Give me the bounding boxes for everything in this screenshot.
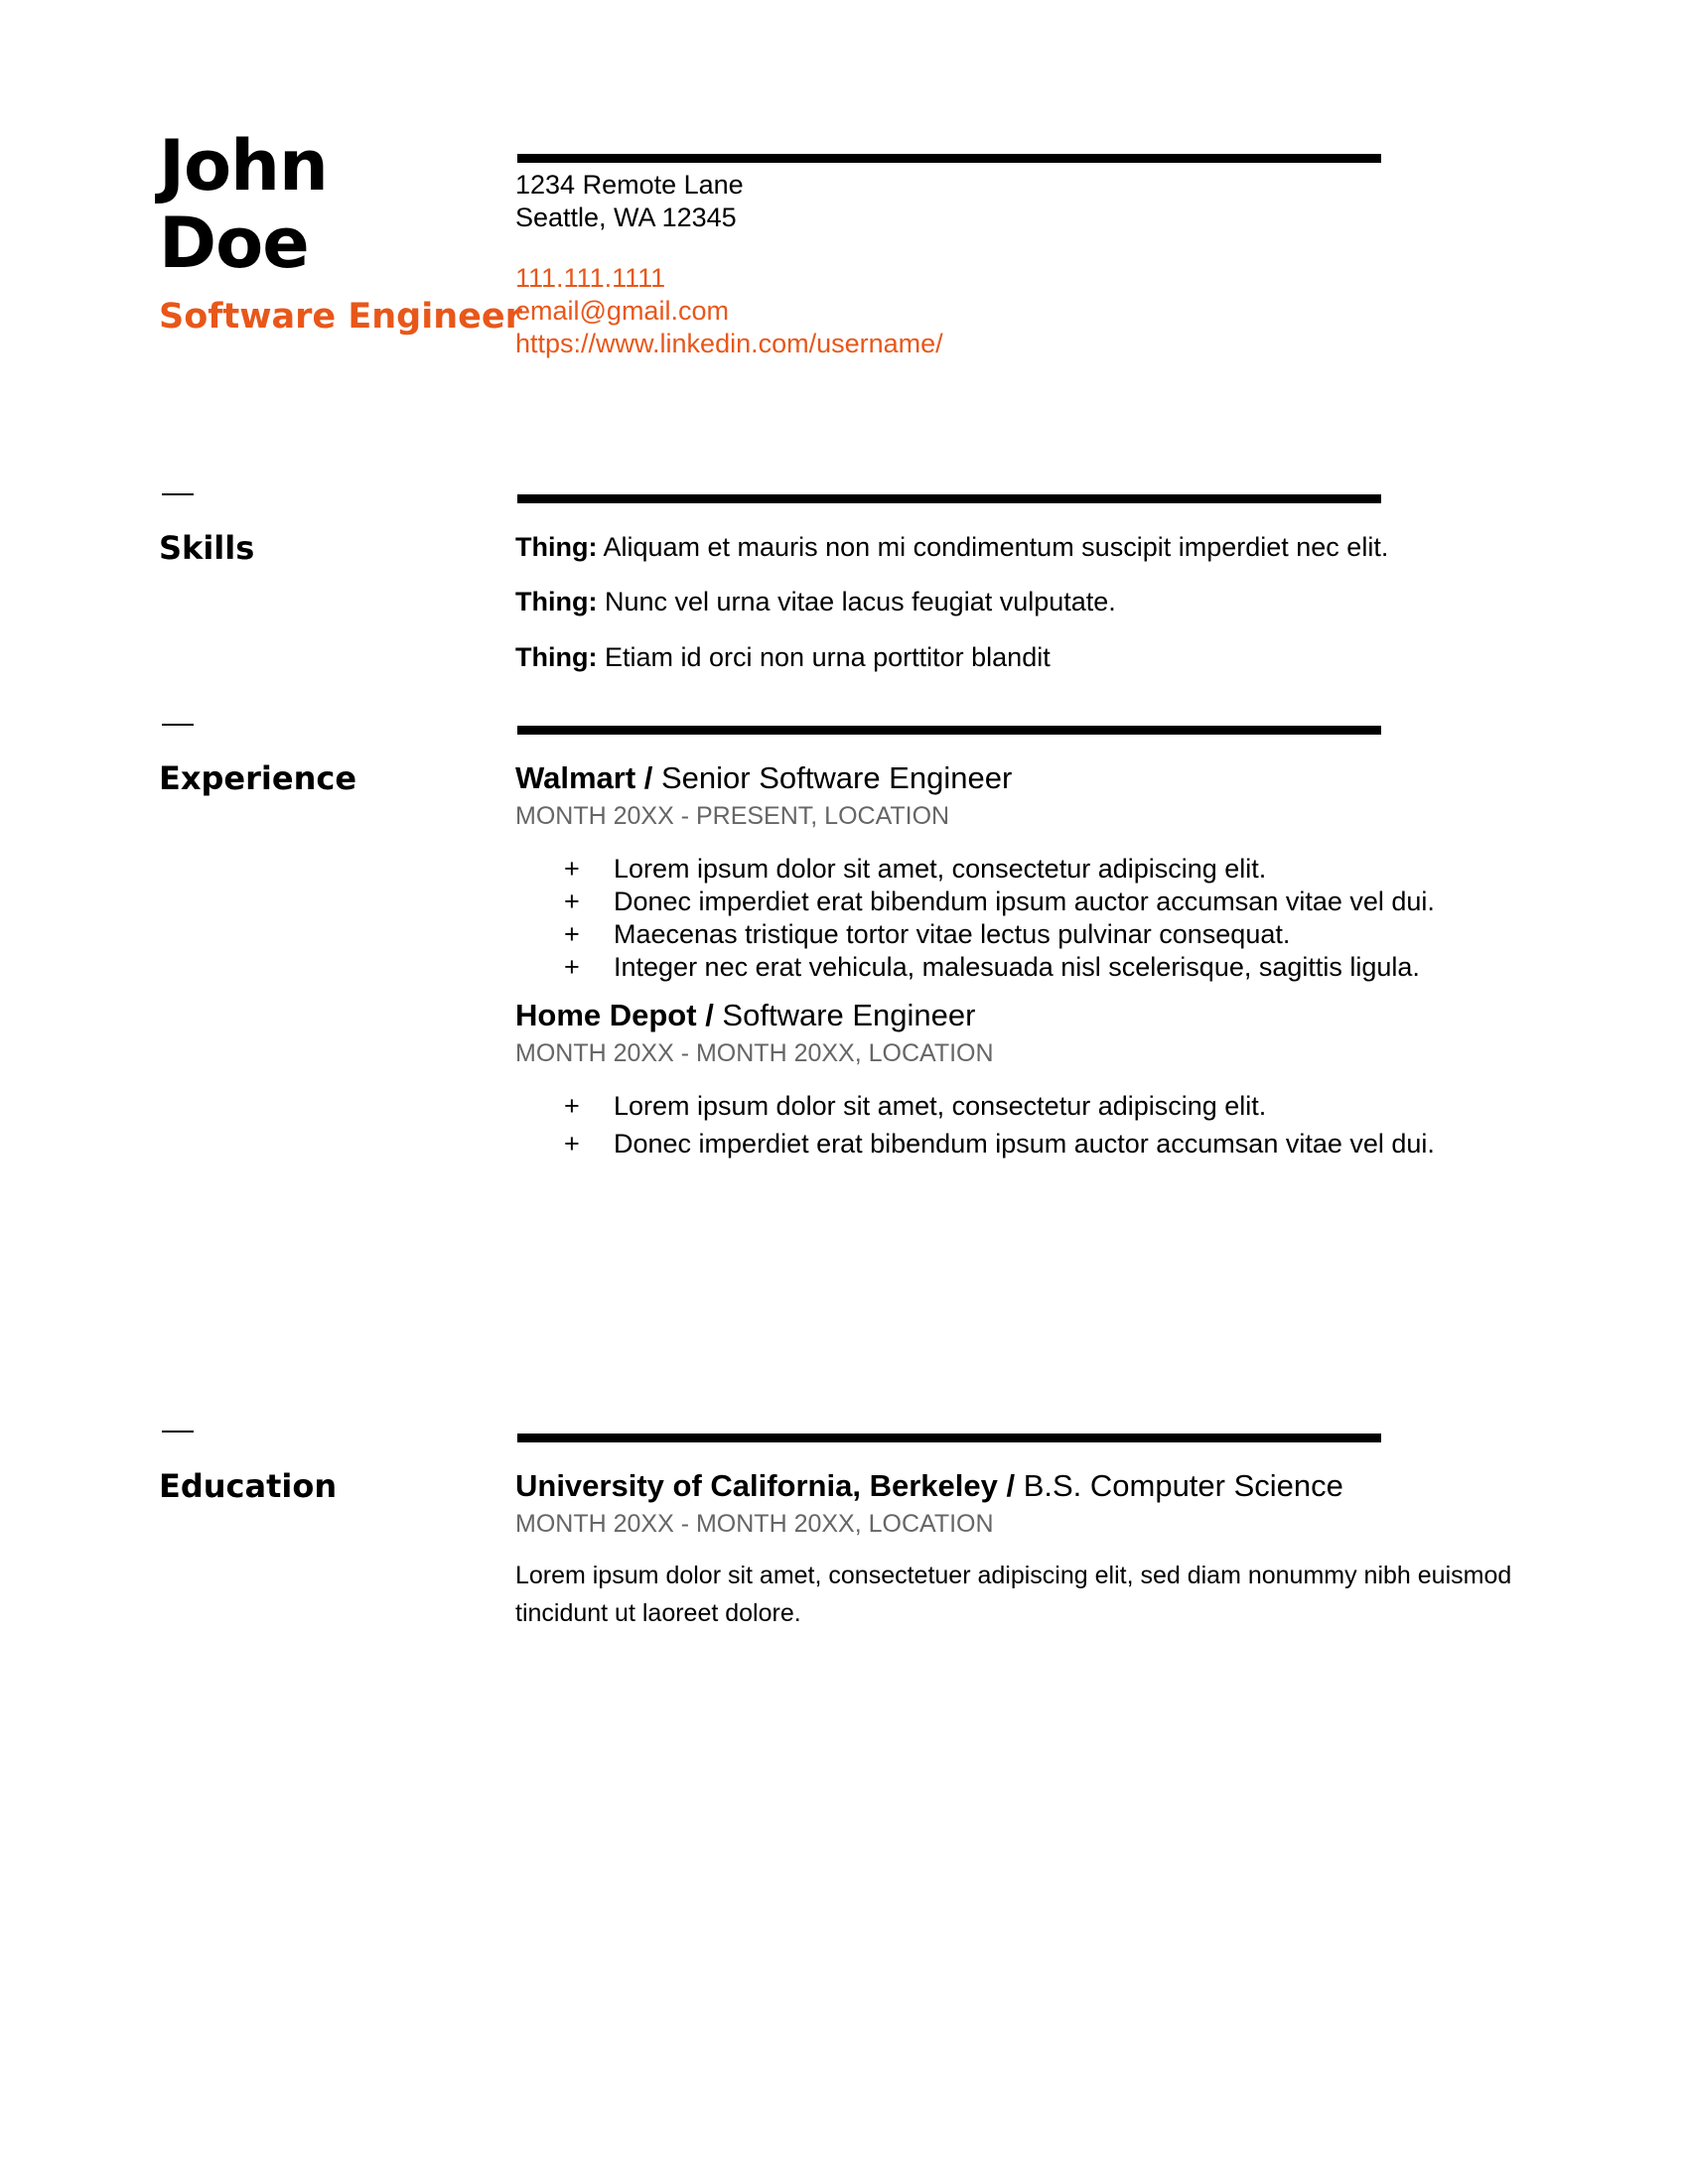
- skill-text: Aliquam et mauris non mi condimentum suscipit imperdiet nec elit.: [603, 532, 1389, 562]
- skills-dash: [162, 493, 194, 495]
- experience-dash: [162, 724, 194, 726]
- bullet-text: Integer nec erat vehicula, malesuada nisl scelerisque, sagittis ligula.: [614, 952, 1420, 982]
- job-role: Senior Software Engineer: [661, 760, 1013, 795]
- email-link[interactable]: email@gmail.com: [515, 296, 729, 326]
- plus-icon: +: [564, 1091, 580, 1121]
- skill-item: [515, 585, 1116, 618]
- education-divider: [517, 1433, 1381, 1442]
- phone-number[interactable]: 111.111.1111: [515, 263, 666, 293]
- skill-label: Thing:: [515, 587, 598, 616]
- skills-divider: [517, 494, 1381, 503]
- bullet-text: Donec imperdiet erat bibendum ipsum auctor accumsan vitae vel dui.: [614, 1129, 1435, 1159]
- address-line-2: Seattle, WA 12345: [515, 203, 737, 232]
- list-item: [564, 1125, 1435, 1162]
- skill-text: Etiam id orci non urna porttitor blandit: [604, 642, 1051, 672]
- education-dates-location: MONTH 20XX - MONTH 20XX, LOCATION: [515, 1510, 994, 1538]
- list-item: [564, 1087, 1435, 1125]
- education-title-line: [515, 1467, 1343, 1505]
- address-block: [515, 169, 744, 234]
- candidate-name: [159, 127, 328, 282]
- job-bullet-list: [564, 1087, 1435, 1162]
- plus-icon: +: [564, 952, 580, 982]
- company-name: Home Depot: [515, 998, 697, 1032]
- header-divider: [517, 154, 1381, 163]
- bullet-text: Lorem ipsum dolor sit amet, consectetur adipiscing elit.: [614, 1091, 1267, 1121]
- list-item: [564, 853, 1435, 886]
- title-separator: /: [696, 998, 723, 1032]
- school-name: University of California, Berkeley: [515, 1468, 998, 1503]
- linkedin-link[interactable]: https://www.linkedin.com/username/: [515, 329, 943, 358]
- skills-heading: Skills: [159, 529, 255, 567]
- plus-icon: +: [564, 919, 580, 949]
- skill-item: [515, 640, 1051, 674]
- education-heading: Education: [159, 1467, 338, 1505]
- contact-block: [515, 262, 943, 360]
- list-item: [564, 918, 1435, 951]
- last-name: Doe: [159, 203, 309, 284]
- experience-heading: Experience: [159, 759, 357, 797]
- degree-name: B.S. Computer Science: [1023, 1468, 1343, 1503]
- company-name: Walmart: [515, 760, 636, 795]
- skill-text: Nunc vel urna vitae lacus feugiat vulputate.: [604, 587, 1116, 616]
- job-bullet-list: [564, 853, 1435, 984]
- job-title-line: [515, 759, 1012, 797]
- experience-divider: [517, 726, 1381, 735]
- bullet-text: Lorem ipsum dolor sit amet, consectetur adipiscing elit.: [614, 854, 1267, 884]
- job-title-line: [515, 997, 975, 1034]
- job-role: Software Engineer: [722, 998, 976, 1032]
- plus-icon: +: [564, 854, 580, 884]
- plus-icon: +: [564, 1129, 580, 1159]
- title-separator: /: [997, 1468, 1024, 1503]
- list-item: [564, 951, 1435, 984]
- title-separator: /: [635, 760, 661, 795]
- skill-label: Thing:: [515, 642, 598, 672]
- bullet-text: Donec imperdiet erat bibendum ipsum auctor accumsan vitae vel dui.: [614, 887, 1435, 916]
- job-title: Software Engineer: [159, 297, 522, 337]
- bullet-text: Maecenas tristique tortor vitae lectus pulvinar consequat.: [614, 919, 1291, 949]
- skill-item: [515, 530, 1388, 564]
- skill-label: Thing:: [515, 532, 598, 562]
- job-dates-location: MONTH 20XX - PRESENT, LOCATION: [515, 802, 950, 830]
- first-name: John: [159, 125, 328, 206]
- education-dash: [162, 1431, 194, 1433]
- education-description: Lorem ipsum dolor sit amet, consectetuer adipiscing elit, sed diam nonummy nibh euismod tincidunt ut laoreet dolore.: [515, 1562, 1512, 1627]
- plus-icon: +: [564, 887, 580, 916]
- address-line-1: 1234 Remote Lane: [515, 170, 744, 200]
- list-item: [564, 886, 1435, 918]
- job-dates-location: MONTH 20XX - MONTH 20XX, LOCATION: [515, 1039, 994, 1067]
